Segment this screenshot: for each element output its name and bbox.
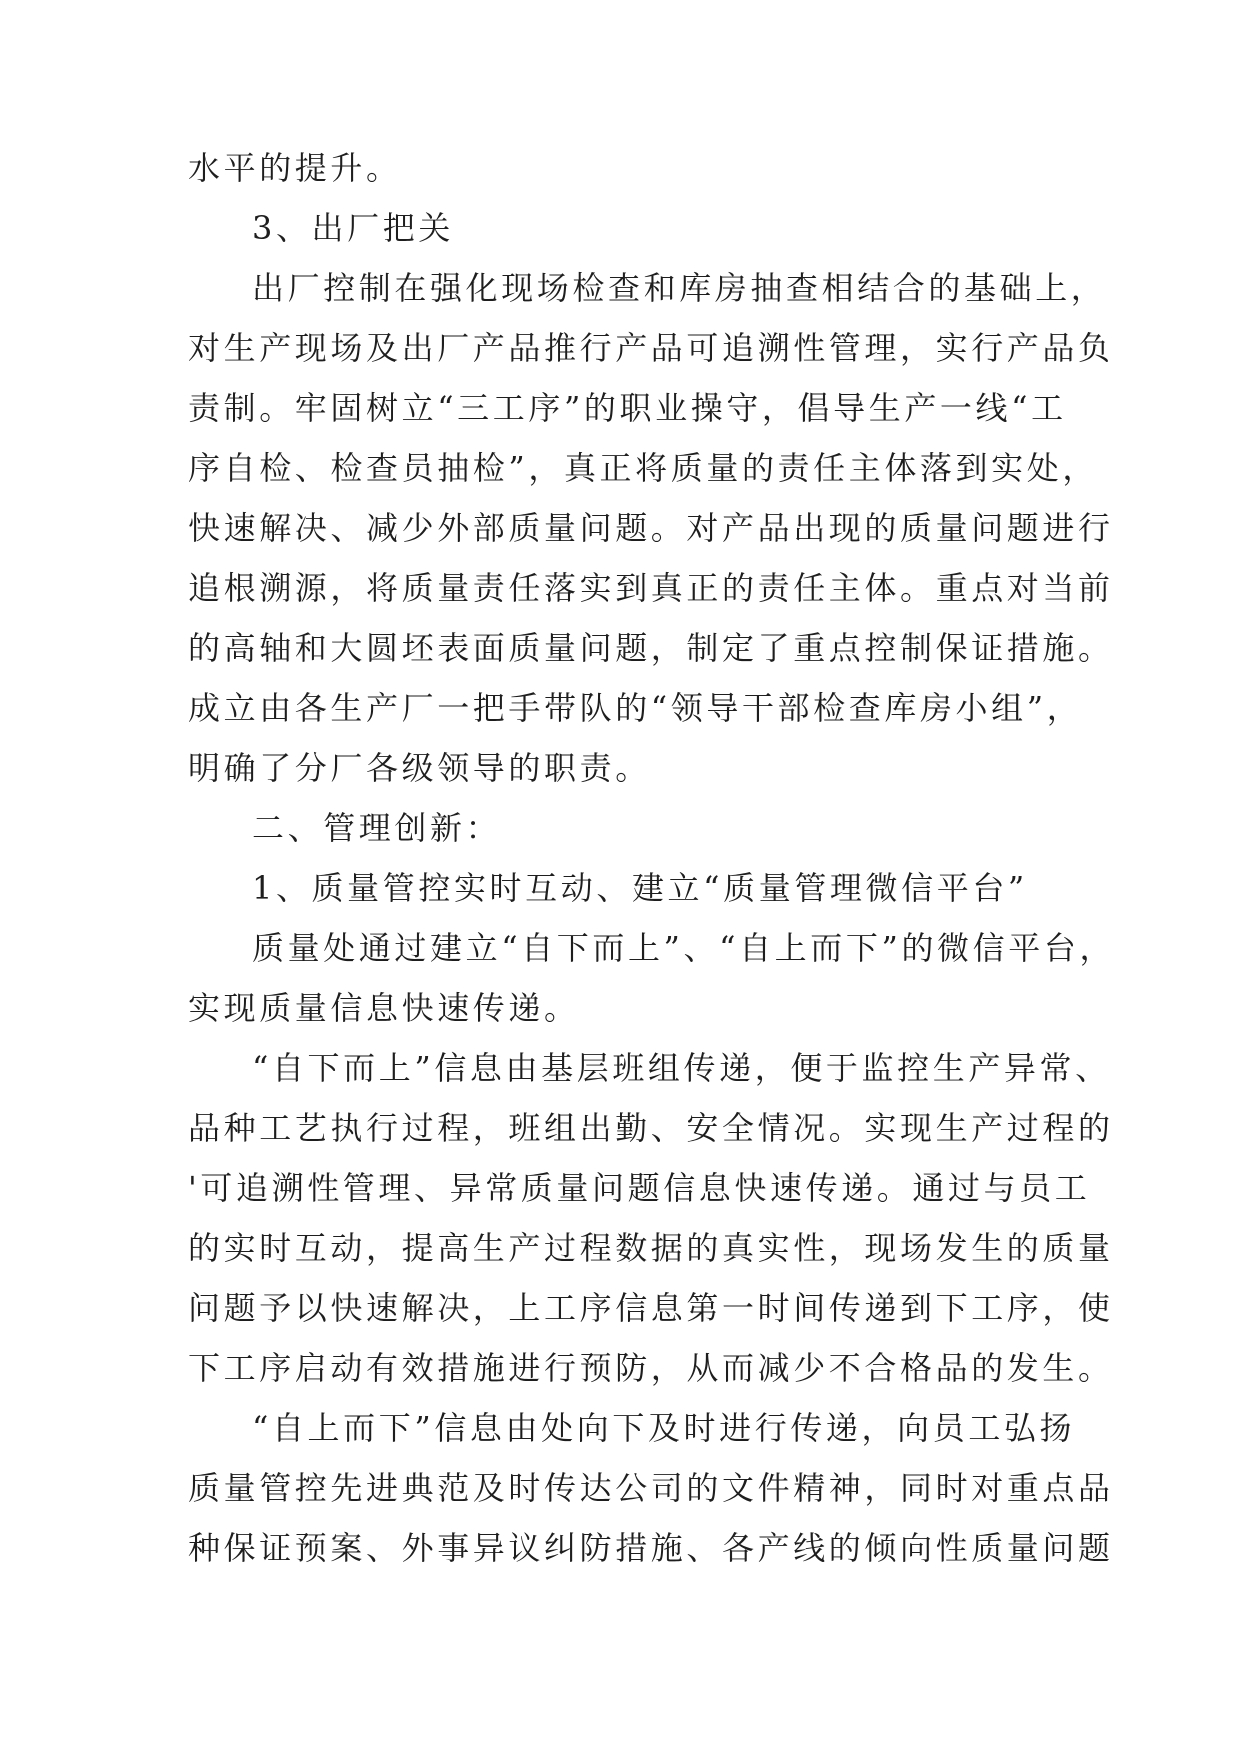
- paragraph-line: 下工序启动有效措施进行预防，从而减少不合格品的发生。: [188, 1349, 1114, 1387]
- paragraph-line: 成立由各生产厂一把手带队的“领导干部检查库房小组”，: [188, 689, 1083, 727]
- paragraph-line: 明确了分厂各级领导的职责。: [188, 749, 651, 787]
- paragraph-line: 序自检、检查员抽检”，真正将质量的责任主体落到实处，: [188, 449, 1098, 487]
- paragraph-line: 种保证预案、外事异议纠防措施、各产线的倾向性质量问题: [188, 1529, 1114, 1567]
- paragraph-line: 对生产现场及出厂产品推行产品可追溯性管理，实行产品负: [188, 329, 1114, 367]
- section-heading: 3、出厂把关: [252, 209, 454, 247]
- paragraph-line: 追根溯源，将质量责任落实到真正的责任主体。重点对当前: [188, 569, 1114, 607]
- paragraph-line: 出厂控制在强化现场检查和库房抽查相结合的基础上，: [252, 269, 1107, 307]
- paragraph-line: 质量管控先进典范及时传达公司的文件精神，同时对重点品: [188, 1469, 1114, 1507]
- paragraph-line: 的实时互动，提高生产过程数据的真实性，现场发生的质量: [188, 1229, 1114, 1267]
- paragraph-line: 责制。牢固树立“三工序”的职业操守，倡导生产一线“工: [188, 389, 1067, 427]
- paragraph-line: 问题予以快速解决，上工序信息第一时间传递到下工序，使: [188, 1289, 1114, 1327]
- paragraph-line: 的高轴和大圆坯表面质量问题，制定了重点控制保证措施。: [188, 629, 1114, 667]
- paragraph-line: '可追溯性管理、异常质量问题信息快速传递。通过与员工: [188, 1169, 1091, 1207]
- paragraph-line: 实现质量信息快速传递。: [188, 989, 580, 1027]
- paragraph-line: 质量处通过建立“自下而上”、“自上而下”的微信平台，: [252, 929, 1116, 967]
- paragraph-line: 品种工艺执行过程，班组出勤、安全情况。实现生产过程的: [188, 1109, 1114, 1147]
- subsection-heading: 1、质量管控实时互动、建立“质量管理微信平台”: [252, 869, 1028, 907]
- paragraph-line: “自下而上”信息由基层班组传递，便于监控生产异常、: [252, 1049, 1111, 1087]
- text-line: 水平的提升。: [188, 149, 402, 187]
- paragraph-line: 快速解决、减少外部质量问题。对产品出现的质量问题进行: [188, 509, 1114, 547]
- section-heading: 二、管理创新：: [252, 809, 502, 847]
- paragraph-line: “自上而下”信息由处向下及时进行传递，向员工弘扬: [252, 1409, 1076, 1447]
